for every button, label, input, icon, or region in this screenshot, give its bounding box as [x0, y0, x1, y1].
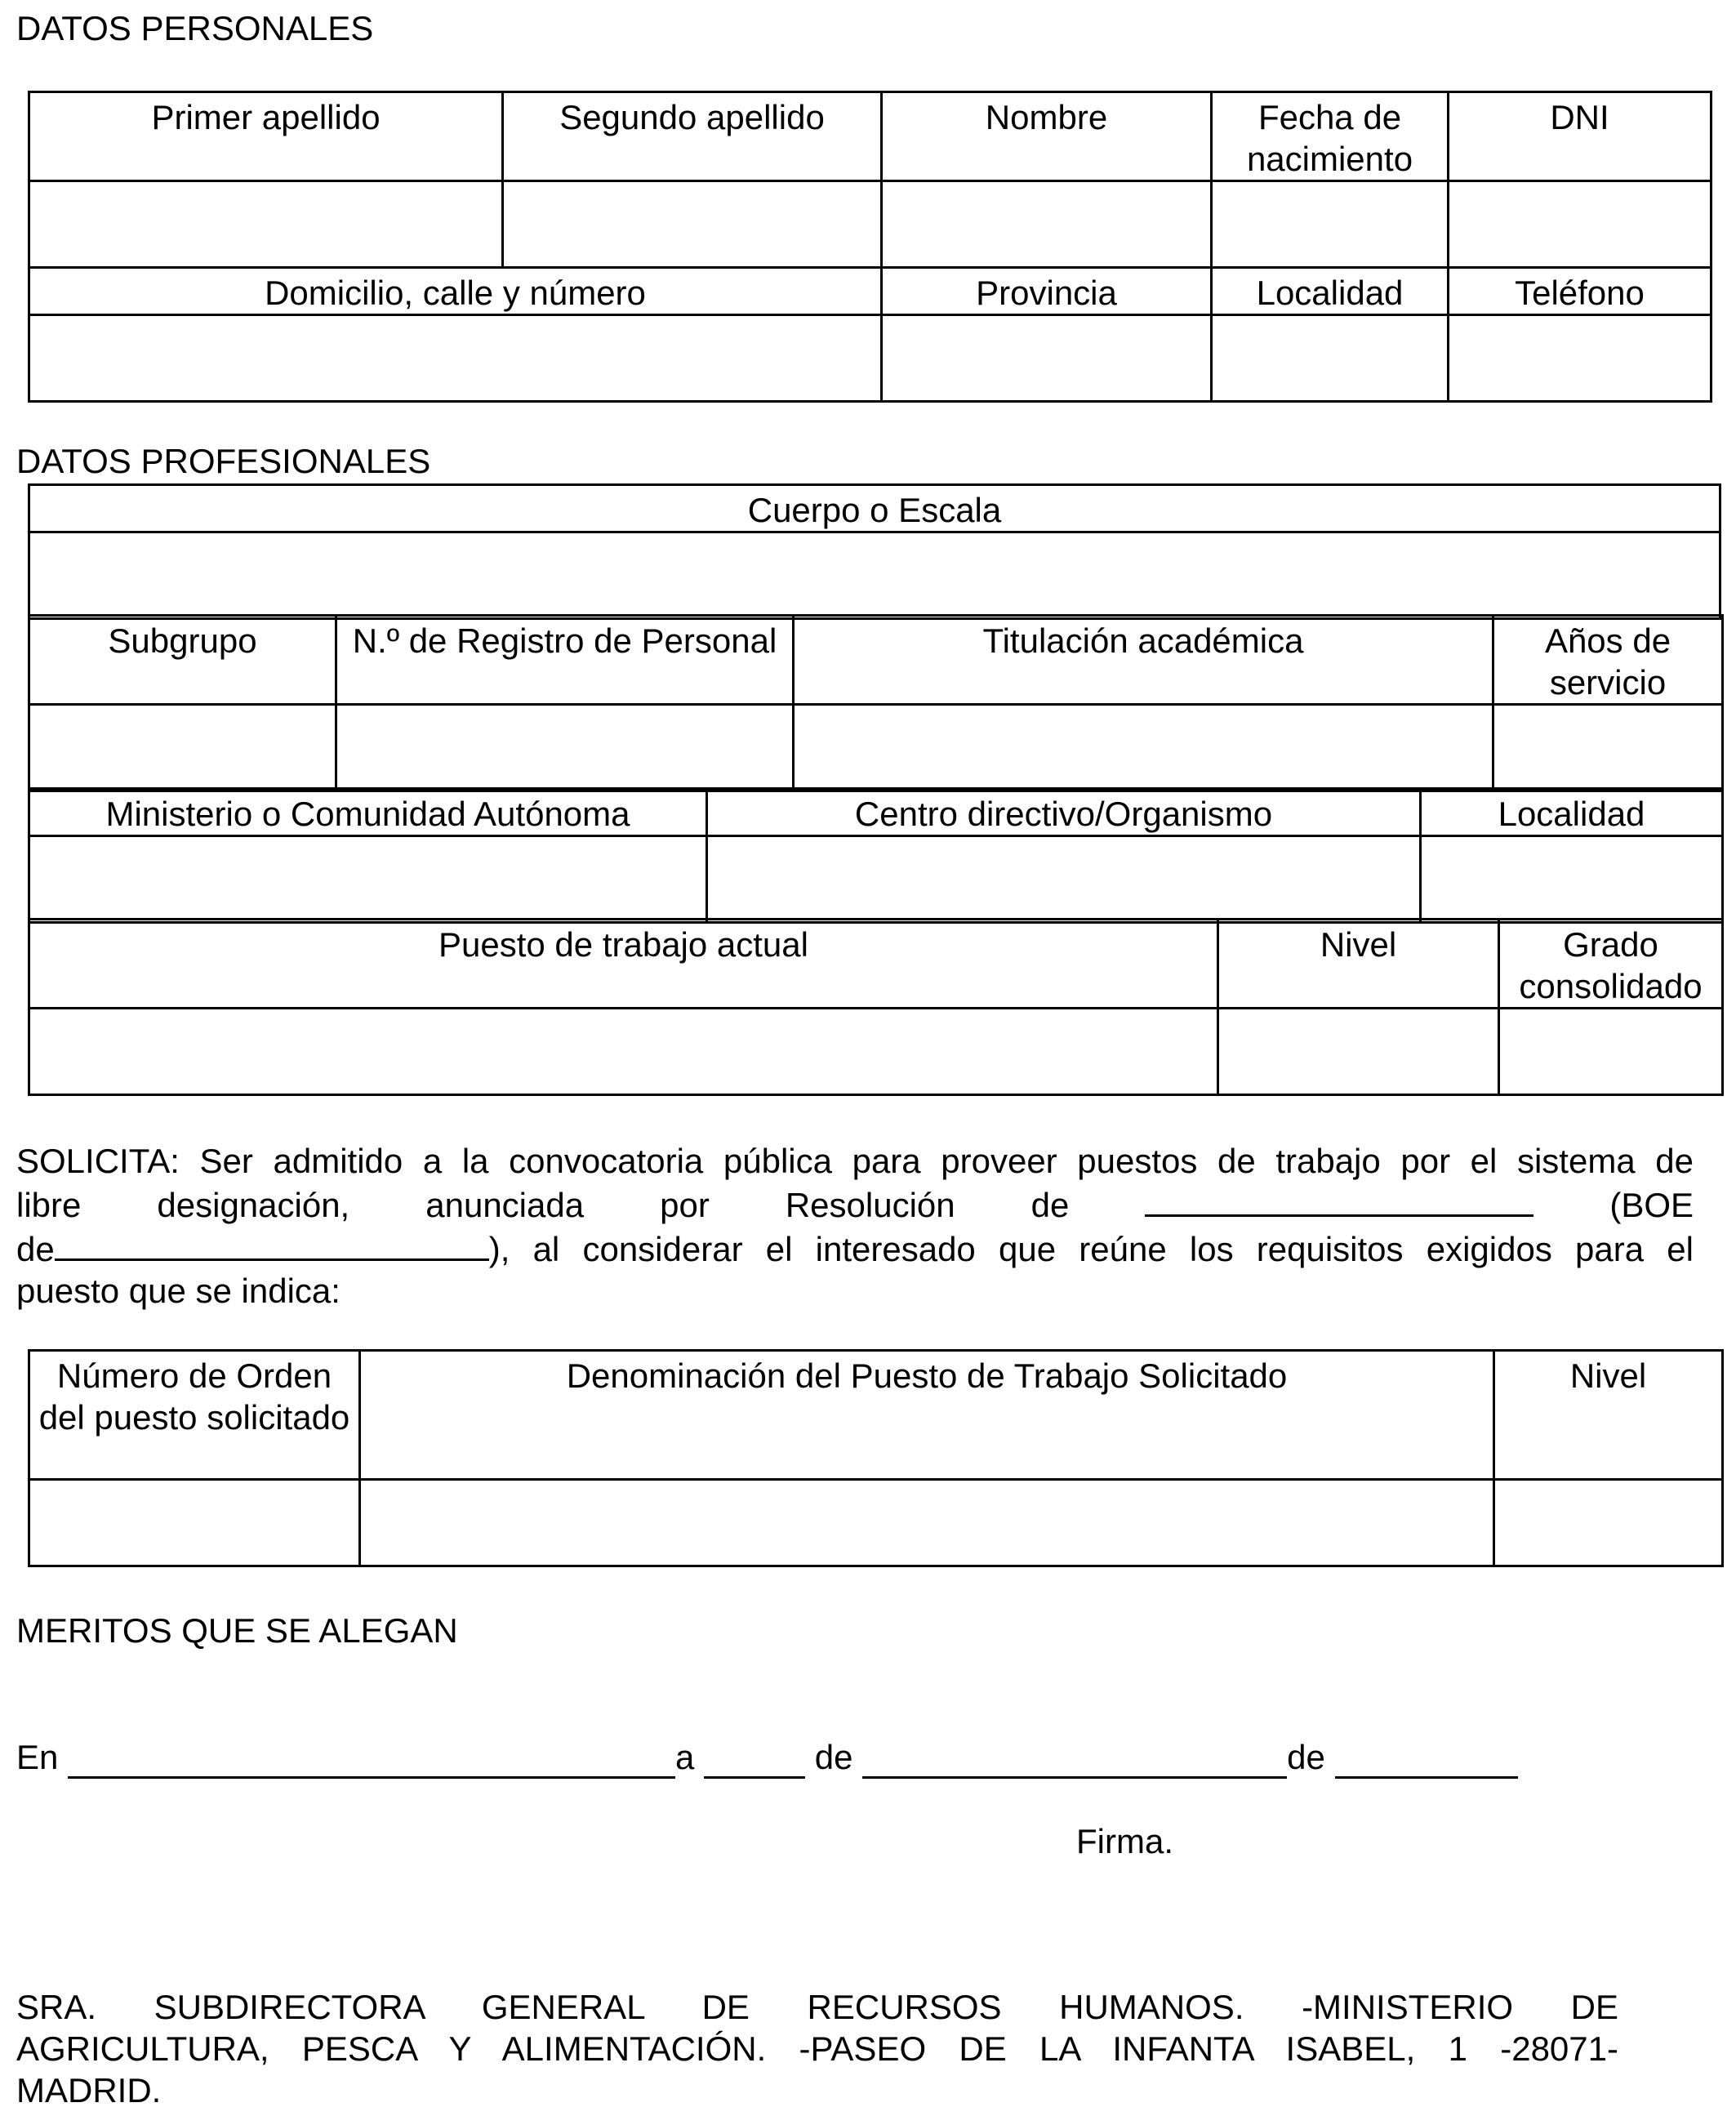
header-puesto-actual: Puesto de trabajo actual — [29, 920, 1218, 1009]
cuerpo-escala-input[interactable] — [30, 538, 1719, 575]
address-line-3: MADRID. — [16, 2071, 162, 2109]
solicita-line-1: SOLICITA: Ser admitido a la convocatoria pública para proveer puestos de trabajo por el sistema de — [16, 1142, 1694, 1180]
header-centro-directivo: Centro directivo/Organismo — [707, 789, 1421, 836]
localidad-profesional-input[interactable] — [1422, 842, 1721, 879]
header-registro-personal: N.º de Registro de Personal — [336, 616, 794, 705]
puesto-actual-input[interactable] — [30, 1014, 1217, 1051]
header-denominacion-puesto: Denominación del Puesto de Trabajo Solicitado — [360, 1351, 1494, 1480]
nivel-actual-field[interactable] — [1218, 1009, 1499, 1095]
centro-directivo-field[interactable] — [707, 836, 1421, 923]
primer-apellido-field[interactable] — [29, 181, 503, 268]
boe-date-blank[interactable] — [55, 1226, 489, 1261]
header-numero-orden: Número de Orden del puesto solicitado — [29, 1351, 360, 1480]
word-por: por — [660, 1186, 710, 1224]
header-ministerio: Ministerio o Comunidad Autónoma — [29, 789, 707, 836]
ministerio-input[interactable] — [30, 842, 706, 879]
centro-directivo-input[interactable] — [708, 842, 1419, 879]
day-input[interactable] — [704, 1744, 805, 1779]
word-de: de — [1030, 1186, 1070, 1224]
address-line-2: AGRICULTURA, PESCA Y ALIMENTACIÓN. -PASEO DE LA INFANTA ISABEL, 1 -28071- — [16, 2029, 1618, 2068]
fecha-nacimiento-input[interactable] — [1213, 187, 1447, 224]
telefono-field[interactable] — [1449, 315, 1712, 402]
professional-data-heading: DATOS PROFESIONALES — [16, 442, 431, 480]
solicita-line-4: puesto que se indica: — [16, 1272, 341, 1310]
year-input[interactable] — [1335, 1744, 1518, 1779]
meritos-heading: MERITOS QUE SE ALEGAN — [16, 1611, 458, 1650]
header-titulacion: Titulación académica — [794, 616, 1493, 705]
provincia-input[interactable] — [883, 321, 1210, 358]
registro-personal-field[interactable] — [336, 705, 794, 791]
localidad-field[interactable] — [1212, 315, 1449, 402]
personal-data-heading: DATOS PERSONALES — [16, 9, 374, 47]
word-designacion: designación, — [157, 1186, 350, 1224]
solicita-paragraph — [16, 1140, 1694, 1312]
word-anunciada: anunciada — [425, 1186, 585, 1224]
address-line-1: SRA. SUBDIRECTORA GENERAL DE RECURSOS HUMANOS. -MINISTERIO DE — [16, 1988, 1618, 2026]
word-de-boe: de — [16, 1230, 55, 1268]
domicilio-input[interactable] — [30, 321, 880, 358]
denominacion-puesto-input[interactable] — [361, 1486, 1493, 1522]
nivel-actual-input[interactable] — [1219, 1014, 1498, 1051]
grado-consolidado-input[interactable] — [1500, 1014, 1721, 1051]
label-de-year: de — [1287, 1738, 1325, 1776]
header-nivel-actual: Nivel — [1218, 920, 1499, 1009]
word-libre: libre — [16, 1186, 82, 1224]
header-cuerpo-escala: Cuerpo o Escala — [29, 485, 1720, 532]
professional-ministerio-table — [28, 787, 1724, 924]
label-de-month: de — [814, 1738, 853, 1776]
professional-cuerpo-table — [28, 483, 1721, 620]
denominacion-puesto-field[interactable] — [360, 1480, 1494, 1566]
solicita-line-2 — [16, 1182, 1694, 1226]
dni-field[interactable] — [1449, 181, 1712, 268]
dni-input[interactable] — [1449, 187, 1710, 224]
date-line — [16, 1737, 1518, 1779]
header-domicilio: Domicilio, calle y número — [29, 268, 882, 315]
domicilio-field[interactable] — [29, 315, 882, 402]
nivel-solicitado-input[interactable] — [1495, 1486, 1721, 1522]
telefono-input[interactable] — [1449, 321, 1710, 358]
subgrupo-input[interactable] — [30, 711, 335, 747]
word-resolucion: Resolución — [785, 1186, 955, 1224]
header-fecha-nacimiento: Fecha de nacimiento — [1212, 92, 1449, 181]
segundo-apellido-input[interactable] — [504, 187, 880, 224]
word-boe: (BOE — [1609, 1186, 1694, 1224]
subgrupo-field[interactable] — [29, 705, 336, 791]
anos-servicio-field[interactable] — [1493, 705, 1723, 791]
header-nombre: Nombre — [882, 92, 1212, 181]
professional-puesto-table — [28, 918, 1724, 1096]
personal-data-table — [28, 91, 1712, 403]
header-anos-servicio: Años de servicio — [1493, 616, 1723, 705]
header-subgrupo: Subgrupo — [29, 616, 336, 705]
numero-orden-field[interactable] — [29, 1480, 360, 1566]
registro-personal-input[interactable] — [337, 711, 792, 747]
solicita-line-3 — [16, 1226, 1694, 1270]
professional-subgrupo-table — [28, 614, 1724, 792]
provincia-field[interactable] — [882, 315, 1212, 402]
nivel-solicitado-field[interactable] — [1494, 1480, 1723, 1566]
cuerpo-escala-field[interactable] — [29, 532, 1720, 619]
label-en: En — [16, 1738, 59, 1776]
place-input[interactable] — [68, 1744, 675, 1779]
recipient-address — [16, 1986, 1618, 2111]
nombre-input[interactable] — [883, 187, 1210, 224]
primer-apellido-input[interactable] — [30, 187, 501, 224]
signature-label: Firma. — [1076, 1822, 1173, 1860]
header-segundo-apellido: Segundo apellido — [503, 92, 882, 181]
grado-consolidado-field[interactable] — [1499, 1009, 1723, 1095]
label-a: a — [675, 1738, 695, 1776]
requested-position-table — [28, 1349, 1724, 1567]
localidad-input[interactable] — [1213, 321, 1447, 358]
header-nivel-solicitado: Nivel — [1494, 1351, 1723, 1480]
localidad-profesional-field[interactable] — [1421, 836, 1723, 923]
header-telefono: Teléfono — [1449, 268, 1712, 315]
month-input[interactable] — [862, 1744, 1287, 1779]
numero-orden-input[interactable] — [30, 1486, 358, 1522]
titulacion-field[interactable] — [794, 705, 1493, 791]
fecha-nacimiento-field[interactable] — [1212, 181, 1449, 268]
ministerio-field[interactable] — [29, 836, 707, 923]
header-localidad: Localidad — [1212, 268, 1449, 315]
resolucion-blank[interactable] — [1145, 1182, 1533, 1217]
segundo-apellido-field[interactable] — [503, 181, 882, 268]
puesto-actual-field[interactable] — [29, 1009, 1218, 1095]
solicita-line-3-tail: ), al considerar el interesado que reúne los requisitos exigidos para el — [488, 1230, 1694, 1268]
header-primer-apellido: Primer apellido — [29, 92, 503, 181]
nombre-field[interactable] — [882, 181, 1212, 268]
header-grado-consolidado: Grado consolidado — [1499, 920, 1723, 1009]
titulacion-input[interactable] — [795, 711, 1492, 747]
header-localidad-profesional: Localidad — [1421, 789, 1723, 836]
header-provincia: Provincia — [882, 268, 1212, 315]
header-dni: DNI — [1449, 92, 1712, 181]
anos-servicio-input[interactable] — [1494, 711, 1721, 747]
